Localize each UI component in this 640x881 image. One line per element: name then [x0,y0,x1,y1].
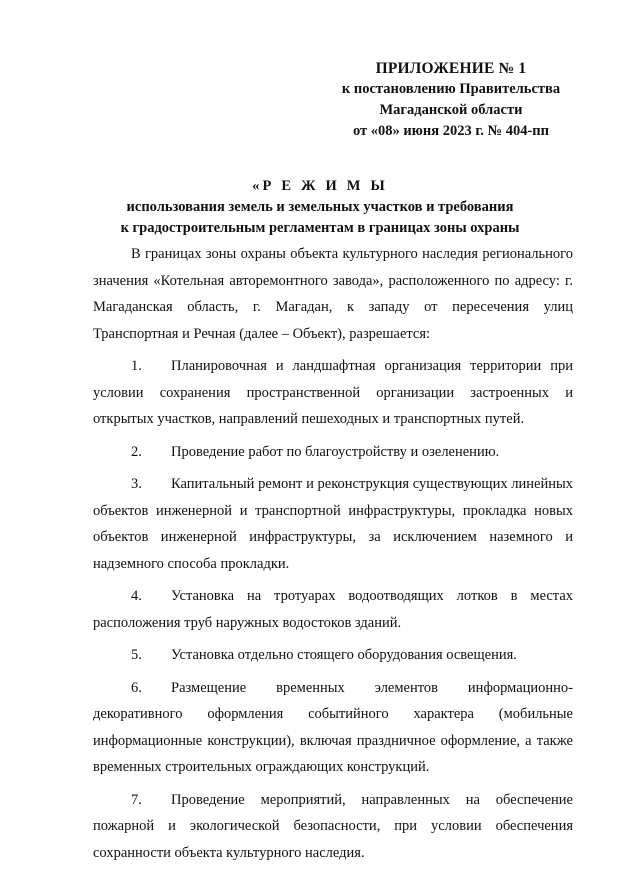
list-item [93,787,573,867]
list-item-number: 2. [131,443,142,460]
list-item-number: 4. [131,588,142,604]
list-item-number: 3. [131,476,142,492]
title-regimes: «Р Е Ж И М Ы [252,178,388,194]
title-subtitle-2: к градостроительным регламентам в границах зоны охраны [120,220,520,236]
list-item [93,583,573,636]
list-item-number: 5. [131,647,142,663]
list-item [93,471,573,577]
list-item-text: Планировочная и ландшафтная организация территории при условии сохранения пространственной организации застроенных и открытых участков, направлений пешеходных и транспортных путей. [93,358,573,427]
list-item-text: Установка на тротуарах водоотводящих лотков в местах расположения труб наружных водостоков зданий. [93,588,573,631]
list-item [93,439,573,466]
document-body [93,241,573,866]
list-item-text: Проведение мероприятий, направленных на обеспечение пожарной и экологической безопасности, при условии обеспечения сохранности объекта культурного наследия. [93,791,573,861]
list-item-text: Размещение временных элементов информационно-декоративного оформления событийного характера (мобильные информационные конструкции), включая праздничное оформление, а также временных строительных ограждающих конструкций. [93,679,573,775]
appendix-region: Магаданской области [379,102,523,118]
appendix-date-number: от «08» июня 2023 г. № 404-пп [353,123,549,139]
appendix-number: ПРИЛОЖЕНИЕ № 1 [375,60,527,77]
list-item-number: 7. [131,791,142,808]
list-item-number: 1. [131,358,142,374]
list-item [93,642,573,669]
list-item-text: Проведение работ по благоустройству и озеленению. [171,443,500,460]
list-item-text: Установка отдельно стоящего оборудования освещения. [171,647,517,663]
title-subtitle-1: использования земель и земельных участков и требования [126,199,514,215]
list-item-number: 6. [131,679,142,696]
list-item [93,675,573,781]
appendix-reference: к постановлению Правительства [341,81,561,97]
intro-paragraph: В границах зоны охраны объекта культурного наследия регионального значения «Котельная авторемонтного завода», расположенного по адресу: г. Магаданская область, г. Магадан, к западу от пересечения улиц Транспортная и Речная (далее – Объект), разрешается: [93,246,573,342]
list-item-text: Капитальный ремонт и реконструкция существующих линейных объектов инженерной и транспортной инфраструктуры, прокладка новых объектов инженерной инфраструктуры, за исключением наземного и надземного способа прокладки. [93,476,573,572]
document-title [60,176,580,239]
appendix-header [300,58,602,142]
list-item [93,353,573,433]
